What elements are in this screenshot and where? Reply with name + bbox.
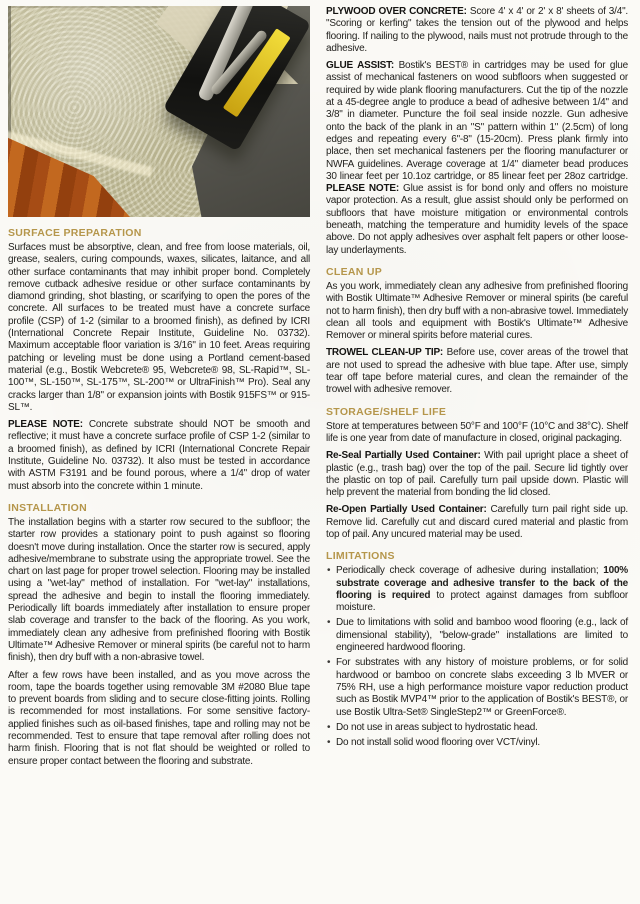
installation-paragraph-2: After a few rows have been installed, and as you move across the room, tape the boards together using removable 3M #2080 Blue tape to prevent boards from sliding and to secure close-fitting joints. Rolling is recommended for most installations. For some sensitive factory-applied finishes such as oil-based finishes, tape and rolling may not be recommended. Test to ensure that tape removal after rolling does not harm finish. Flooring that is not flat should be weighted or rolled to ensure proper contact between the flooring and substrate. [8, 669, 310, 767]
section-heading-limitations: LIMITATIONS [326, 550, 395, 563]
section-heading-surface-preparation: SURFACE PREPARATION [8, 227, 142, 239]
limitation-item-hydrostatic: • Do not use in areas subject to hydrostatic head. [326, 722, 628, 734]
limitation-item-vct-vinyl: • Do not install solid wood flooring over VCT/vinyl. [326, 737, 628, 749]
limitation-item-coverage: • Periodically check coverage of adhesive during installation; 100% substrate coverage and adhesive transfer to the back of the flooring is required to protect against damages from subfloor moisture. [326, 565, 628, 614]
surface-preparation-note-paragraph: PLEASE NOTE: Concrete substrate should NOT be smooth and reflective; it must have a concrete surface profile of CSP 1-2 (similar to a broomed finish), as defined by ICRI (International Concrete Repair Institute, Guideline No. 03732). It also must be tested in accordance with ASTM F3191 and be found porous, where a 1/4" drop of water must absorb into the concrete within 1 minute. [8, 419, 311, 492]
limitation-item-moisture: • For substrates with any history of moisture problems, or for solid hardwood or bamboo on concrete slabs exceeding 3 lb MVER or 75% RH, use a high performance moisture vapor reduction product such as Bostik MVP4™ prior to the application of Bostik's BEST®, or use Bostik Ultra-Set® SingleStep2™ or GreenForce®. [326, 657, 628, 718]
plywood-over-concrete-paragraph: PLYWOOD OVER CONCRETE: Score 4' x 4' or 2' x 8' sheets of 3/4". "Scoring or kerfing" takes the tension out of the plywood and helps flooring. If nailing to the plywood, nails must not protrude through to the adhesive. [326, 6, 629, 54]
hardwood-planks [8, 123, 220, 217]
reseal-container-paragraph: Re-Seal Partially Used Container: With pail upright place a sheet of plastic (e.g., trash bag) over the top of the pail. Secure lid tightly over the plastic on top of pail. Carefully turn pail upside down. Plastic will help prevent the material from bonding the lid closed. [326, 450, 628, 499]
reopen-container-paragraph: Re-Open Partially Used Container: Carefully turn pail right side up. Remove lid. Carefully cut and discard cured material and plastic from top of pail. Any uncured material may be used. [326, 504, 629, 540]
right-column [326, 6, 628, 904]
section-heading-storage-shelf-life: STORAGE/SHELF LIFE [326, 405, 447, 418]
installation-paragraph-1: The installation begins with a starter row secured to the subfloor; the starter row provides a stationary point to push against so flooring doesn't move during installation. Once the starter row is secured, apply adhesive/membrane to substrate using the appropriate trowel. See the chart on last page for proper trowel selection. Flooring may be installed using a "wet-lay" method of installation. For "wet-lay" installations, spread the adhesive and begin to install the flooring immediately. Periodically lift boards immediately after installation to ensure proper slab coverage and transfer to the back of the flooring. As you work, immediately clean any adhesive from prefinished flooring with Bostik Ultimate™ Adhesive Remover or mineral spirits (be careful not to harm finish), then dry buff with a non-abrasive towel. [8, 516, 310, 664]
clean-up-paragraph: As you work, immediately clean any adhesive from prefinished flooring with Bostik Ultimate™ Adhesive Remover or mineral spirits (be careful not to harm finish), then dry buff with a non-abrasive towel. Immediately clean all tools and equipment with Bostik's Ultimate™ Adhesive Remover or mineral spirits before material cures. [326, 280, 628, 342]
adhesive-trowel-photo [8, 6, 310, 217]
limitations-list [326, 565, 628, 749]
left-column [8, 6, 310, 904]
storage-paragraph: Store at temperatures between 50°F and 100°F (10°C and 38°C). Shelf life is one year from date of manufacture in closed, original packaging. [326, 420, 628, 444]
section-heading-clean-up: CLEAN UP [326, 265, 383, 278]
section-heading-installation: INSTALLATION [8, 501, 88, 514]
glue-assist-paragraph: GLUE ASSIST: Bostik's BEST® in cartridges may be used for glue assist of mechanical fasteners on wood subfloors when suggested or required by wide plank flooring manufacturers. Cut the tip of the nozzle at a 45-degree angle to produce a bead of adhesive between 1/4" and 3/8" in diameter. Puncture the foil seal inside nozzle. Gun adhesive onto the back of the plank in an "S" pattern within 1" (2.5cm) of long edges and repeating every 6"-8" (15-20cm). Press plank firmly into place, then set mechanical fasteners per the flooring manufacturer or NWFA guidelines. Average coverage at 1/4" diameter bead produces 30 linear feet per 10.1oz cartridge, or 85 linear feet per 28oz cartridge. PLEASE NOTE: Glue assist is for bond only and offers no moisture vapor protection. As a result, glue assist should only be performed on subfloors that have moisture mitigation or environmental controls beneath, matching the temperature and humidity levels of the space above. Do not apply adhesives over asphalt felt papers or other loose-lay underlayments. [326, 60, 628, 256]
limitation-item-below-grade: • Due to limitations with solid and bamboo wood flooring (e.g., lack of dimensional stability), "below-grade" installations are limited to engineered hardwood flooring. [326, 617, 628, 654]
surface-preparation-paragraph: Surfaces must be absorptive, clean, and free from loose materials, oil, grease, sealers, curing compounds, waxes, silicates, laitance, and all other surface contaminants that may inhibit proper bond. Completely remove cutback adhesive residue or other surface contaminants by diamond grinding, shot blasting, or scarifying to open the pores of the concrete. All surfaces to be treated must have a concrete surface profile (CSP) of 1-2 (similar to a broomed finish), as defined by ICRI (International Concrete Repair Institute, Guideline No. 03732). Maximum acceptable floor variation is 3/16" in 10 feet. Areas requiring patching or leveling must be done using a Portland cement-based material (e.g., Bostik Webcrete® 95, Webcrete® 98, SL-Rapid™, SL-100™, SL-150™, SL-175™, SL-200™ or UltraFinish™ Pro). Seal any cracks larger than 1/8" or expansion joints with Bostik 915FS™ or 915-SL™. [8, 242, 310, 413]
trowel-clean-up-tip-paragraph: TROWEL CLEAN-UP TIP: Before use, cover areas of the trowel that are not used to spread the adhesive with blue tape. After use, simply tear off tape before material cures, and clean the remainder of the trowel with adhesive remover. [326, 347, 628, 396]
